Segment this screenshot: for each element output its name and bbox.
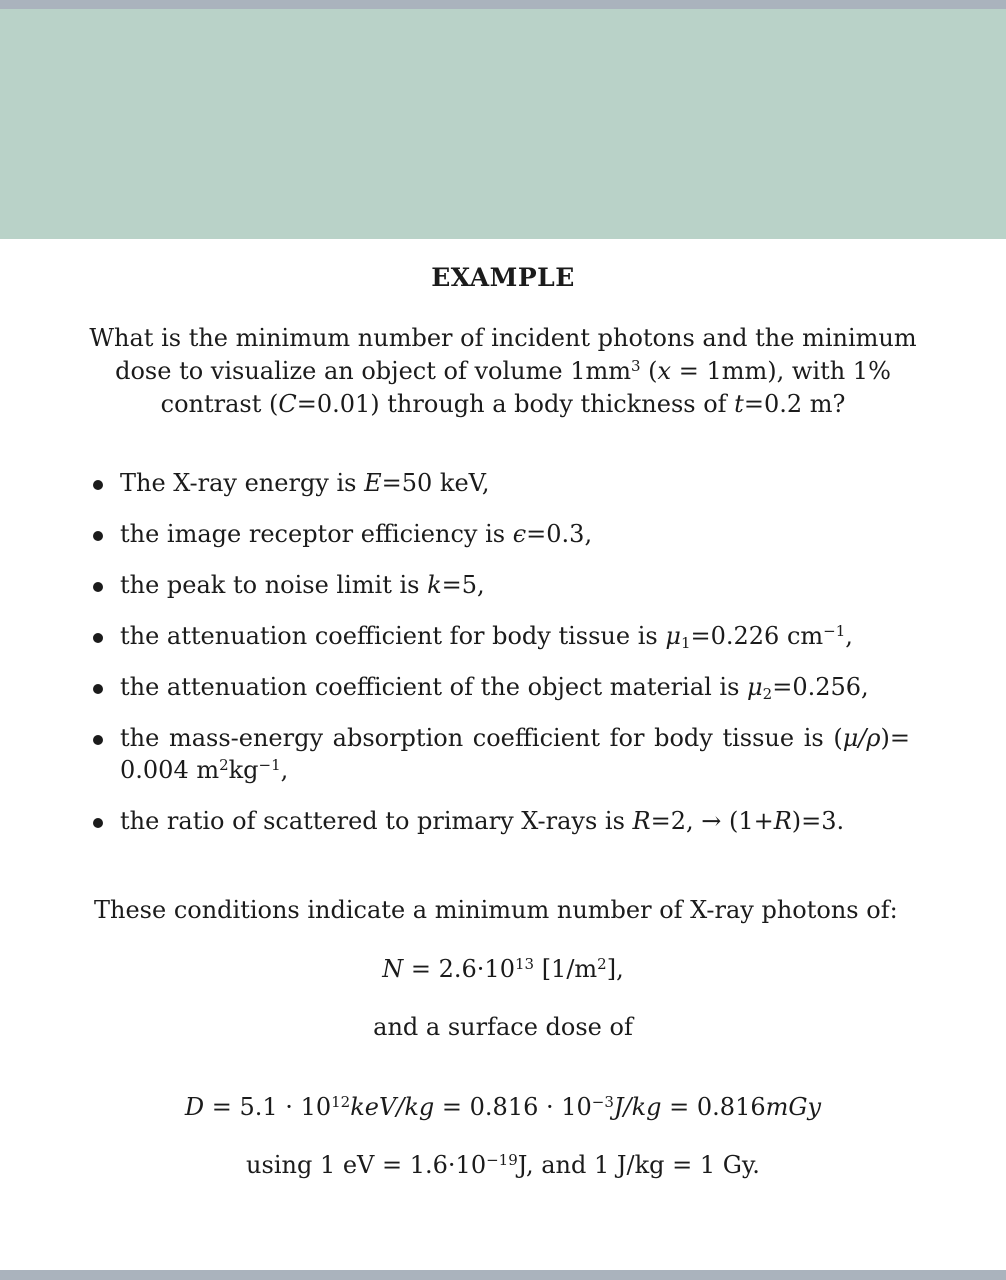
example-heading: EXAMPLE: [431, 263, 575, 292]
header-banner: [0, 9, 1006, 239]
photon-number-equation: $N = 2.6\cdot 10^{13}$ $[1/m^2]$,: [382, 954, 624, 983]
top-edge-bar: [0, 0, 1006, 9]
list-item-energy: The X-ray energy is E=50 keV,: [90, 467, 910, 499]
dose-equation: $D = 5.1 \cdot 10^{12}keV/kg = 0.816 \cdot 10^{-3}J/kg = 0.816mGy$: [184, 1092, 822, 1121]
list-item-scatter-ratio: the ratio of scattered to primary X-rays is R=2, → (1+R)=3.: [90, 805, 910, 837]
conditions-sentence: These conditions indicate a minimum number of X-ray photons of:: [94, 896, 898, 924]
list-item-peak-noise: the peak to noise limit is k=5,: [90, 569, 910, 601]
list-item-mass-energy: the mass-energy absorption coefficient for body tissue is (μ/ρ)= 0.004 $m^2kg^{-1}$,: [90, 722, 910, 786]
list-item-receptor-efficiency: the image receptor efficiency is ϵ=0.3,: [90, 518, 910, 550]
bottom-edge-bar: [0, 1270, 1006, 1280]
list-item-tissue-attenuation: the attenuation coefficient for body tissue is $\mu_1=0.226$ $cm^{-1}$,: [90, 620, 910, 652]
list-item-object-attenuation: the attenuation coefficient of the object material is $\mu_2=0.256$,: [90, 671, 910, 703]
unit-conversion-note: using 1 eV = $1.6\cdot 10^{-19}J$, and 1 J/kg = 1 Gy.: [246, 1150, 760, 1179]
surface-dose-text: and a surface dose of: [373, 1013, 633, 1041]
question-paragraph: What is the minimum number of incident photons and the minimum dose to visualize an object of volume $1mm^3$ (x = 1mm), with 1% contrast (C=0.01) through a body thickness of t=0.2 m?: [89, 324, 917, 418]
given-conditions-list: [90, 467, 910, 837]
